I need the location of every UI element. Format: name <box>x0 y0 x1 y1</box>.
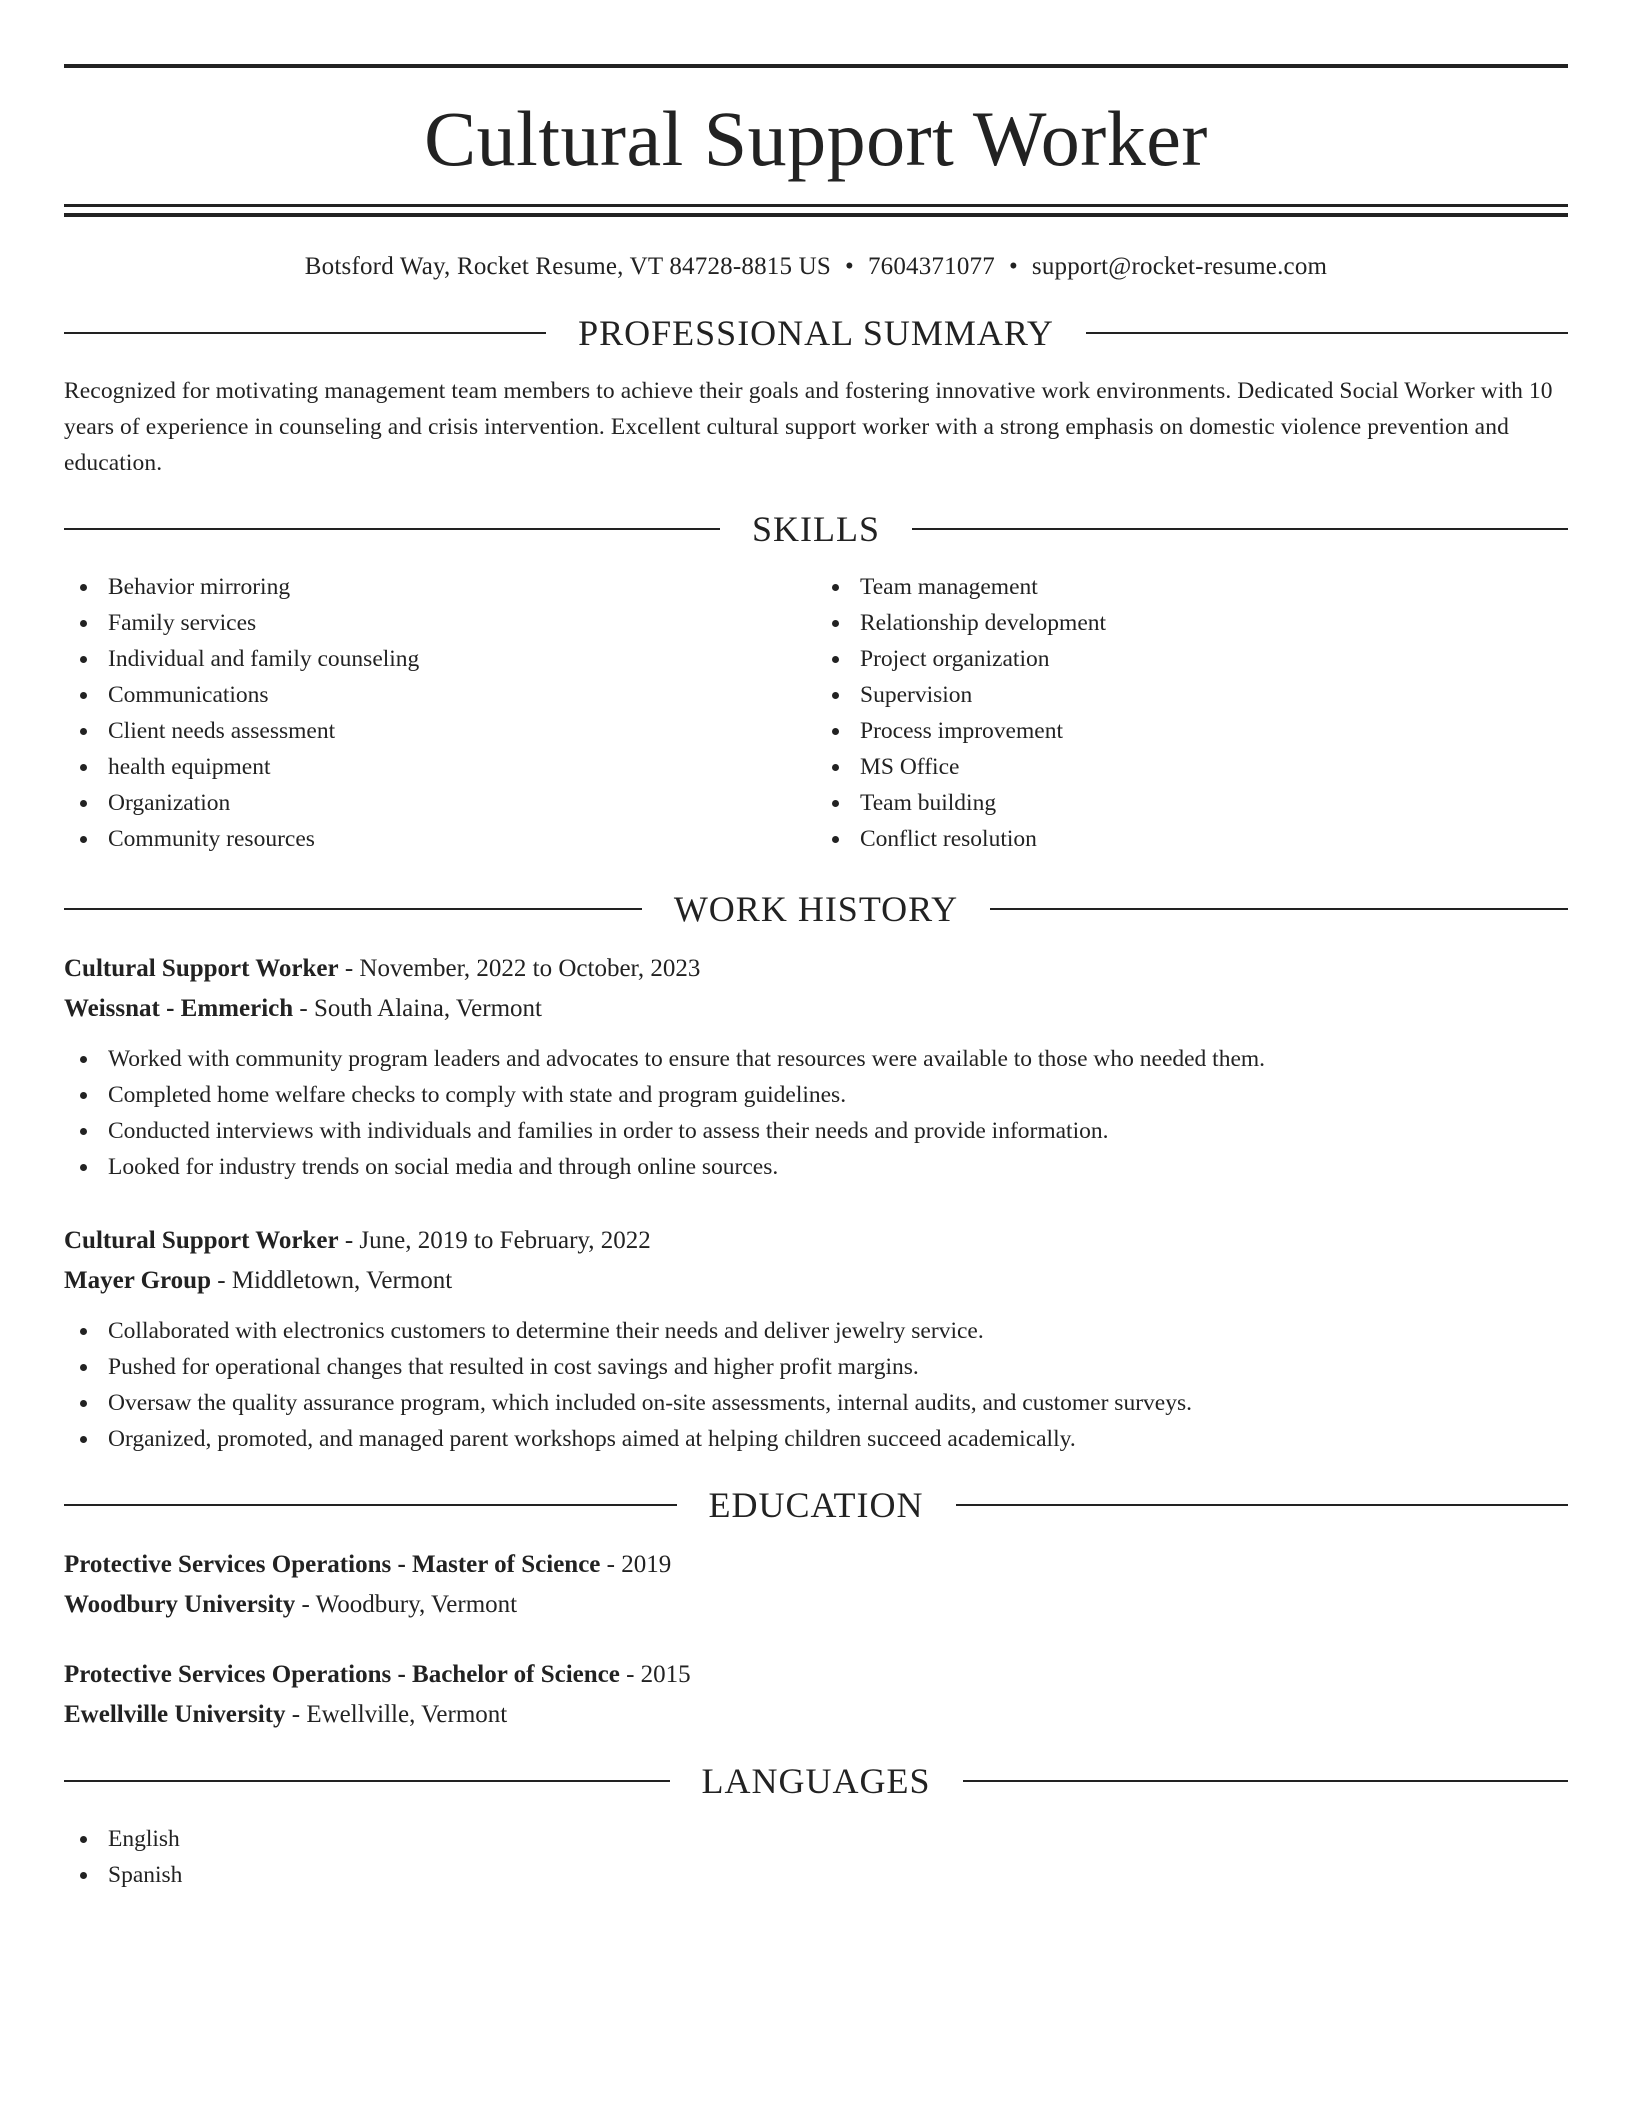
section-heading-summary <box>64 315 1568 351</box>
title-double-rule <box>64 204 1568 217</box>
job-location: - South Alaina, Vermont <box>293 995 542 1022</box>
job-bullet: Conducted interviews with individuals and families in order to assess their needs and provide information. <box>64 1113 1568 1149</box>
resume-title: Cultural Support Worker <box>424 95 1208 182</box>
degree-year: - 2019 <box>600 1551 672 1578</box>
contact-address: Botsford Way, Rocket Resume, VT 84728-8815 US <box>304 253 831 280</box>
section-heading-skills <box>64 511 1568 547</box>
heading-rule <box>64 528 720 530</box>
job-bullet: Oversaw the quality assurance program, which included on-site assessments, internal audits, and customer surveys. <box>64 1385 1568 1421</box>
job-role: Cultural Support Worker <box>64 1227 339 1254</box>
skill-item: Supervision <box>816 677 1568 713</box>
job-bullet: Organized, promoted, and managed parent workshops aimed at helping children succeed academically. <box>64 1421 1568 1457</box>
contact-line <box>64 253 1568 281</box>
section-heading-languages <box>64 1763 1568 1799</box>
job-dates: - June, 2019 to February, 2022 <box>338 1227 651 1254</box>
school-name: Woodbury University <box>64 1591 296 1618</box>
skill-item: Project organization <box>816 641 1568 677</box>
skills-list <box>64 569 1568 857</box>
school-location: - Ewellville, Vermont <box>285 1701 508 1728</box>
job-entry <box>64 1221 1568 1457</box>
education-entry <box>64 1655 1568 1735</box>
job-bullets <box>64 1313 1568 1457</box>
contact-phone: 7604371077 <box>867 253 995 280</box>
job-bullet: Worked with community program leaders and advocates to ensure that resources were available to those who needed them. <box>64 1041 1568 1077</box>
school-line <box>64 1695 1568 1735</box>
heading-rule <box>912 528 1568 530</box>
heading-rule <box>64 1780 670 1782</box>
skill-item: MS Office <box>816 749 1568 785</box>
contact-separator: • <box>1008 253 1018 280</box>
school-line <box>64 1585 1568 1625</box>
degree-line <box>64 1655 1568 1695</box>
job-bullets <box>64 1041 1568 1185</box>
section-title: WORK HISTORY <box>673 889 959 929</box>
heading-rule <box>64 908 642 910</box>
languages-list <box>64 1821 1568 1893</box>
degree-name: Protective Services Operations - Bachelor of Science <box>64 1661 620 1688</box>
section-heading-education <box>64 1487 1568 1523</box>
degree-year: - 2015 <box>619 1661 691 1688</box>
heading-rule <box>956 1504 1569 1506</box>
job-bullet: Collaborated with electronics customers to determine their needs and deliver jewelry service. <box>64 1313 1568 1349</box>
skill-item: Organization <box>64 785 816 821</box>
job-company: Weissnat - Emmerich <box>64 995 294 1022</box>
school-name: Ewellville University <box>64 1701 286 1728</box>
contact-separator: • <box>844 253 854 280</box>
heading-rule <box>1086 332 1568 334</box>
section-title: EDUCATION <box>708 1485 924 1525</box>
job-bullet: Looked for industry trends on social media and through online sources. <box>64 1149 1568 1185</box>
job-bullet: Completed home welfare checks to comply with state and program guidelines. <box>64 1077 1568 1113</box>
education-entry <box>64 1545 1568 1625</box>
section-title: PROFESSIONAL SUMMARY <box>578 313 1054 353</box>
section-heading-work-history <box>64 891 1568 927</box>
skill-item: Relationship development <box>816 605 1568 641</box>
heading-rule <box>64 1504 677 1506</box>
section-title: SKILLS <box>752 509 881 549</box>
language-item: English <box>64 1821 1568 1857</box>
summary-text: Recognized for motivating management team members to achieve their goals and fostering innovative work environments. Dedicated Social Worker with 10 years of experience in counseling and crisis intervention. Excellent cultural support worker with a strong emphasis on domestic violence prevention and education. <box>64 378 1553 476</box>
degree-line <box>64 1545 1568 1585</box>
top-rule <box>64 64 1568 68</box>
skill-item: Team management <box>816 569 1568 605</box>
job-company-line <box>64 989 1568 1029</box>
job-role: Cultural Support Worker <box>64 955 339 982</box>
skill-item: Family services <box>64 605 816 641</box>
skill-item: Community resources <box>64 821 816 857</box>
job-dates: - November, 2022 to October, 2023 <box>338 955 701 982</box>
skill-item: Team building <box>816 785 1568 821</box>
skill-item: Process improvement <box>816 713 1568 749</box>
job-title-line <box>64 1221 1568 1261</box>
skill-item: Client needs assessment <box>64 713 816 749</box>
heading-rule <box>64 332 546 334</box>
job-location: - Middletown, Vermont <box>211 1267 453 1294</box>
skill-item: Individual and family counseling <box>64 641 816 677</box>
skill-item: Behavior mirroring <box>64 569 816 605</box>
job-entry <box>64 949 1568 1185</box>
skill-item: health equipment <box>64 749 816 785</box>
school-location: - Woodbury, Vermont <box>295 1591 518 1618</box>
skills-column-left <box>64 569 816 857</box>
job-title-line <box>64 949 1568 989</box>
skill-item: Conflict resolution <box>816 821 1568 857</box>
job-bullet: Pushed for operational changes that resulted in cost savings and higher profit margins. <box>64 1349 1568 1385</box>
language-item: Spanish <box>64 1857 1568 1893</box>
skills-column-right <box>816 569 1568 857</box>
degree-name: Protective Services Operations - Master of Science <box>64 1551 601 1578</box>
job-company: Mayer Group <box>64 1267 211 1294</box>
contact-email[interactable]: support@rocket-resume.com <box>1031 253 1328 280</box>
job-company-line <box>64 1261 1568 1301</box>
skill-item: Communications <box>64 677 816 713</box>
heading-rule <box>990 908 1568 910</box>
section-title: LANGUAGES <box>701 1761 931 1801</box>
heading-rule <box>963 1780 1569 1782</box>
